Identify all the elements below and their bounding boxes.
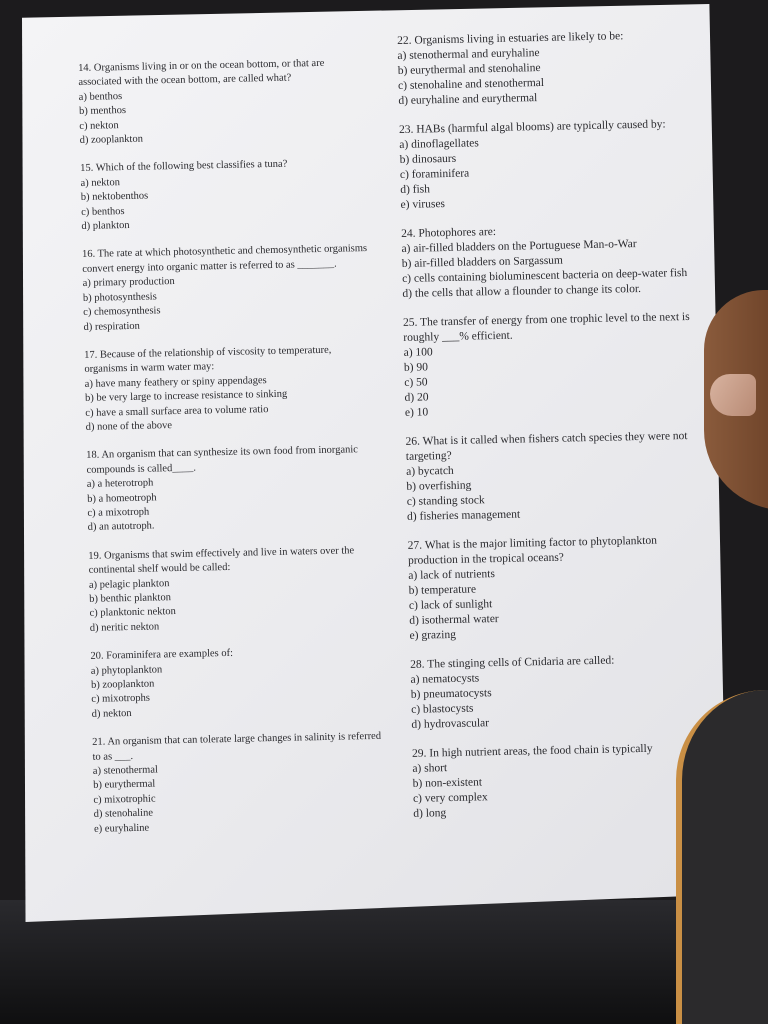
answer-option: c) 50: [404, 376, 428, 389]
question-item: [82, 242, 374, 334]
answer-option: d) hydrovascular: [411, 717, 490, 731]
answer-option: d) plankton: [81, 220, 130, 233]
answer-option: b) zooplankton: [90, 678, 155, 691]
answer-option: d) nekton: [91, 707, 132, 720]
question-item: [90, 644, 381, 722]
answer-option: a) lack of nutrients: [408, 568, 496, 582]
question-stem: 23. HABs (harmful algal blooms) are typically caused by:: [398, 118, 666, 136]
question-stem: 18. An organism that can synthesize its own food from inorganic compounds is called____.: [86, 444, 359, 476]
answer-option: b) photosynthesis: [82, 291, 157, 304]
answer-option: c) mixotrophic: [93, 793, 156, 806]
answer-option: a) dinoflagellates: [399, 137, 479, 151]
question-item: [80, 156, 371, 234]
dark-background: [0, 900, 768, 1024]
answer-option: c) planktonic nekton: [89, 606, 176, 620]
answer-option: a) nekton: [80, 176, 121, 189]
answer-option: b) nektobenthos: [80, 190, 149, 204]
binder-edge: [676, 690, 768, 1024]
question-item: [399, 117, 701, 213]
answer-option: c) have a small surface area to volume ratio: [85, 403, 269, 419]
answer-option: a) short: [412, 762, 448, 775]
answer-option: d) the cells that allow a flounder to change its color.: [402, 282, 642, 300]
question-stem: 17. Because of the relationship of viscosity to temperature, organisms in warm water may:: [84, 344, 332, 376]
left-question-column: [78, 56, 384, 851]
right-question-column: [397, 28, 714, 836]
answer-option: c) stenohaline and stenothermal: [397, 76, 545, 92]
answer-option: a) a heterotroph: [86, 477, 154, 491]
question-stem: 14. Organisms living in or on the ocean bottom, or that are associated with the ocean bottom, are called what?: [78, 57, 325, 89]
question-item: [410, 652, 712, 733]
answer-option: a) bycatch: [406, 464, 454, 478]
answer-option: c) nekton: [79, 119, 119, 132]
question-stem: 16. The rate at which photosynthetic and chemosynthetic organisms convert energy into organic matter is referred to as _______.: [81, 243, 368, 275]
answer-option: b) menthos: [78, 105, 127, 118]
answer-option: e) euryhaline: [93, 822, 150, 835]
answer-option: e) grazing: [409, 628, 457, 642]
answer-option: b) dinosaurs: [399, 152, 457, 166]
question-stem: 28. The stinging cells of Cnidaria are called:: [410, 654, 615, 671]
answer-option: d) isothermal water: [409, 612, 499, 627]
answer-option: a) benthos: [78, 90, 123, 103]
answer-option: b) a homeotroph: [87, 492, 157, 505]
answer-option: b) benthic plankton: [89, 592, 172, 605]
answer-option: c) cells containing bioluminescent bacteria on deep-water fish: [402, 266, 688, 285]
answer-option: c) very complex: [412, 791, 488, 805]
question-stem: 20. Foraminifera are examples of:: [90, 648, 234, 663]
answer-option: e) 10: [404, 406, 429, 419]
question-item: [408, 533, 710, 644]
question-item: [412, 741, 714, 822]
answer-option: d) fisheries management: [406, 508, 521, 523]
answer-option: a) have many feathery or spiny appendages: [84, 374, 267, 390]
question-stem: 15. Which of the following best classifies a tuna?: [80, 159, 288, 175]
question-item: [84, 343, 376, 435]
answer-option: b) overfishing: [406, 479, 472, 493]
question-stem: 21. An organism that can tolerate large changes in salinity is referred to as ___.: [92, 731, 382, 763]
answer-option: c) benthos: [81, 205, 125, 218]
question-stem: 26. What is it called when fishers catch species they were not targeting?: [405, 430, 688, 463]
question-stem: 27. What is the major limiting factor to phytoplankton production in the tropical oceans?: [407, 534, 658, 567]
answer-option: d) none of the above: [85, 420, 173, 433]
question-item: [86, 443, 378, 535]
answer-option: d) long: [413, 807, 447, 820]
question-stem: 29. In high nutrient areas, the food chain is typically: [411, 742, 653, 760]
question-item: [78, 56, 370, 148]
answer-option: e) viruses: [400, 198, 446, 211]
answer-option: b) eurythermal and stenohaline: [397, 62, 541, 77]
answer-option: b) air-filled bladders on Sargassum: [401, 254, 564, 270]
answer-option: c) standing stock: [406, 494, 485, 508]
answer-option: d) euryhaline and eurythermal: [398, 92, 538, 107]
question-item: [397, 28, 699, 109]
answer-option: a) stenothermal and euryhaline: [397, 47, 540, 62]
question-stem: 25. The transfer of energy from one trophic level to the next is roughly ___% efficient.: [402, 310, 690, 344]
question-stem: 22. Organisms living in estuaries are likely to be:: [397, 30, 624, 47]
answer-option: d) fish: [400, 183, 431, 196]
answer-option: c) chemosynthesis: [83, 305, 161, 319]
answer-option: b) 90: [403, 361, 429, 374]
answer-option: b) eurythermal: [93, 779, 156, 792]
question-item: [92, 730, 384, 837]
answer-option: a) pelagic plankton: [88, 577, 170, 591]
answer-option: a) phytoplankton: [90, 663, 163, 677]
question-item: [403, 310, 705, 421]
answer-option: a) air-filled bladders on the Portuguese Man-o-War: [401, 238, 637, 255]
question-item: [401, 221, 703, 302]
answer-option: c) blastocysts: [411, 702, 474, 716]
answer-option: a) primary production: [82, 276, 175, 290]
answer-option: d) respiration: [83, 320, 140, 333]
thumbnail: [710, 374, 756, 416]
answer-option: b) pneumatocysts: [410, 687, 492, 701]
answer-option: a) nematocysts: [410, 672, 480, 686]
answer-option: b) temperature: [408, 583, 477, 597]
answer-option: c) foraminifera: [399, 167, 470, 181]
question-stem: 19. Organisms that swim effectively and live in waters over the continental shelf would be called:: [88, 545, 355, 577]
question-item: [88, 544, 380, 636]
answer-option: d) zooplankton: [79, 133, 144, 147]
answer-option: b) be very large to increase resistance to sinking: [84, 388, 288, 405]
answer-option: d) neritic nekton: [89, 621, 160, 634]
answer-option: a) 100: [403, 346, 433, 359]
answer-option: c) a mixotroph: [87, 506, 150, 519]
answer-option: b) non-existent: [412, 776, 483, 790]
question-stem: 24. Photophores are:: [401, 225, 497, 240]
answer-option: d) stenohaline: [93, 807, 154, 821]
answer-option: c) lack of sunlight: [408, 598, 493, 612]
answer-option: a) stenothermal: [92, 764, 158, 777]
answer-option: c) mixotrophs: [91, 693, 151, 706]
answer-option: d) 20: [404, 391, 429, 404]
question-item: [405, 429, 707, 525]
answer-option: d) an autotroph.: [87, 520, 155, 534]
